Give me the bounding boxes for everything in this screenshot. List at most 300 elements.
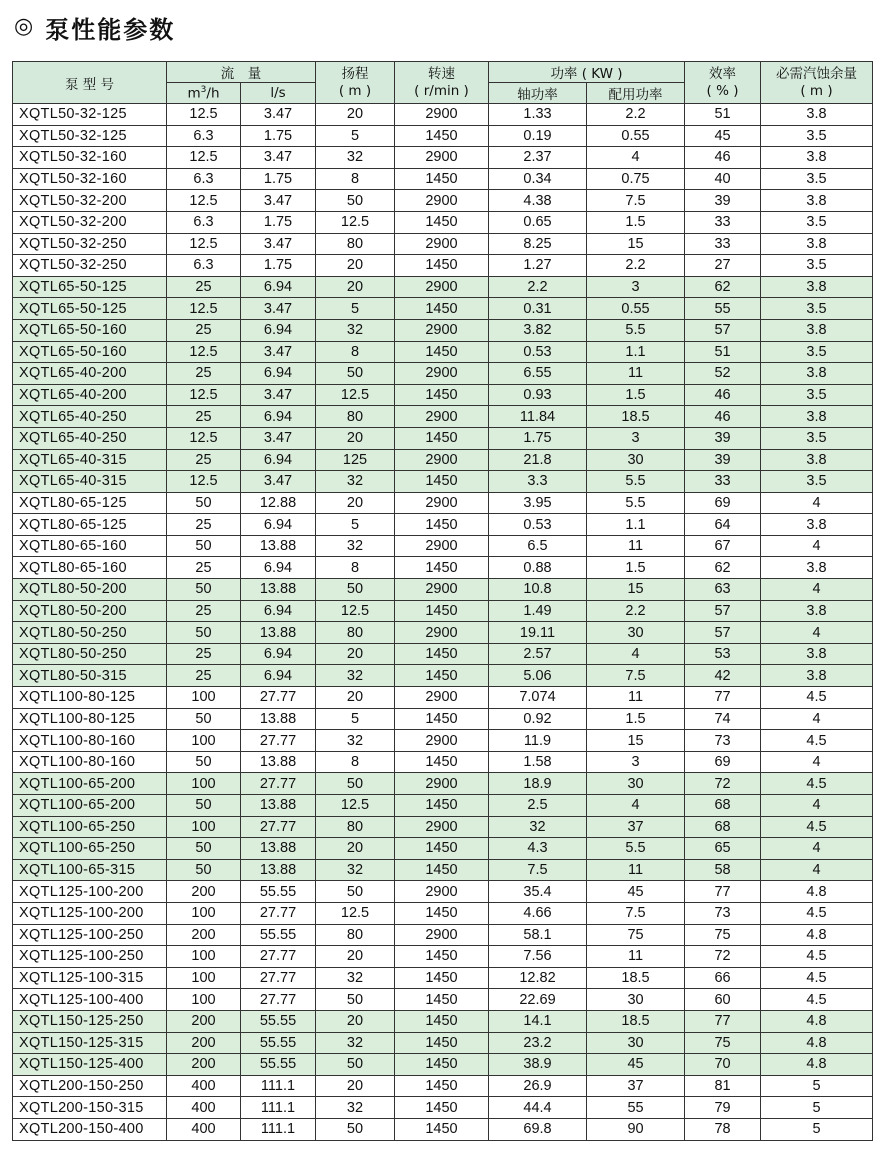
cell-efficiency: 72 <box>685 773 761 795</box>
cell-model: XQTL125-100-200 <box>13 902 167 924</box>
cell-npsh: 4 <box>761 859 873 881</box>
cell-motor-power: 30 <box>587 773 685 795</box>
cell-flow-m3h: 100 <box>167 946 241 968</box>
table-header <box>13 62 873 104</box>
cell-flow-m3h: 12.5 <box>167 341 241 363</box>
cell-speed: 2900 <box>395 406 489 428</box>
cell-flow-ls: 1.75 <box>241 211 316 233</box>
cell-model: XQTL80-50-200 <box>13 600 167 622</box>
cell-speed: 1450 <box>395 514 489 536</box>
cell-model: XQTL100-65-250 <box>13 816 167 838</box>
cell-flow-ls: 3.47 <box>241 298 316 320</box>
cell-efficiency: 40 <box>685 168 761 190</box>
header-head-unit: ( m ) <box>338 82 372 99</box>
cell-flow-ls: 111.1 <box>241 1118 316 1140</box>
cell-npsh: 3.8 <box>761 104 873 126</box>
cell-flow-m3h: 50 <box>167 492 241 514</box>
cell-npsh: 4.5 <box>761 902 873 924</box>
header-npsh-label: 必需汽蚀余量 <box>776 65 858 82</box>
table-row <box>13 1118 873 1140</box>
table-row <box>13 427 873 449</box>
cell-speed: 1450 <box>395 1054 489 1076</box>
header-flow-ls: l/s <box>241 83 316 104</box>
cell-head: 50 <box>316 989 395 1011</box>
cell-motor-power: 15 <box>587 233 685 255</box>
cell-shaft-power: 7.074 <box>489 687 587 709</box>
table-row <box>13 125 873 147</box>
table-row <box>13 319 873 341</box>
cell-shaft-power: 69.8 <box>489 1118 587 1140</box>
cell-shaft-power: 58.1 <box>489 924 587 946</box>
cell-flow-m3h: 12.5 <box>167 190 241 212</box>
cell-shaft-power: 10.8 <box>489 579 587 601</box>
cell-npsh: 3.8 <box>761 514 873 536</box>
cell-speed: 1450 <box>395 471 489 493</box>
cell-head: 20 <box>316 1010 395 1032</box>
cell-flow-ls: 6.94 <box>241 276 316 298</box>
cell-npsh: 3.8 <box>761 190 873 212</box>
table-row <box>13 902 873 924</box>
cell-model: XQTL100-80-160 <box>13 751 167 773</box>
cell-shaft-power: 14.1 <box>489 1010 587 1032</box>
cell-model: XQTL80-50-250 <box>13 622 167 644</box>
cell-efficiency: 62 <box>685 557 761 579</box>
cell-efficiency: 33 <box>685 211 761 233</box>
cell-efficiency: 66 <box>685 967 761 989</box>
table-row <box>13 341 873 363</box>
cell-npsh: 3.8 <box>761 233 873 255</box>
header-npsh <box>761 62 873 104</box>
cell-flow-m3h: 50 <box>167 751 241 773</box>
cell-shaft-power: 11.84 <box>489 406 587 428</box>
cell-shaft-power: 23.2 <box>489 1032 587 1054</box>
cell-head: 5 <box>316 298 395 320</box>
cell-model: XQTL100-80-125 <box>13 708 167 730</box>
cell-npsh: 4.5 <box>761 946 873 968</box>
cell-efficiency: 42 <box>685 665 761 687</box>
cell-speed: 2900 <box>395 773 489 795</box>
cell-flow-ls: 1.75 <box>241 125 316 147</box>
cell-speed: 2900 <box>395 881 489 903</box>
cell-efficiency: 57 <box>685 319 761 341</box>
cell-flow-ls: 27.77 <box>241 773 316 795</box>
cell-flow-ls: 55.55 <box>241 924 316 946</box>
cell-efficiency: 70 <box>685 1054 761 1076</box>
cell-efficiency: 51 <box>685 104 761 126</box>
cell-shaft-power: 22.69 <box>489 989 587 1011</box>
cell-speed: 1450 <box>395 600 489 622</box>
cell-model: XQTL100-80-125 <box>13 687 167 709</box>
cell-head: 12.5 <box>316 211 395 233</box>
cell-model: XQTL100-80-160 <box>13 730 167 752</box>
cell-motor-power: 45 <box>587 881 685 903</box>
cell-speed: 1450 <box>395 751 489 773</box>
cell-model: XQTL80-65-125 <box>13 514 167 536</box>
cell-motor-power: 2.2 <box>587 600 685 622</box>
header-efficiency <box>685 62 761 104</box>
cell-head: 12.5 <box>316 384 395 406</box>
cell-flow-m3h: 100 <box>167 902 241 924</box>
cell-shaft-power: 3.95 <box>489 492 587 514</box>
cell-model: XQTL50-32-160 <box>13 147 167 169</box>
cell-efficiency: 62 <box>685 276 761 298</box>
cell-model: XQTL65-40-250 <box>13 427 167 449</box>
cell-efficiency: 52 <box>685 363 761 385</box>
cell-head: 20 <box>316 946 395 968</box>
cell-efficiency: 67 <box>685 535 761 557</box>
cell-shaft-power: 12.82 <box>489 967 587 989</box>
cell-motor-power: 3 <box>587 276 685 298</box>
cell-npsh: 3.8 <box>761 600 873 622</box>
cell-head: 20 <box>316 427 395 449</box>
cell-flow-ls: 13.88 <box>241 622 316 644</box>
cell-speed: 1450 <box>395 643 489 665</box>
cell-model: XQTL200-150-315 <box>13 1097 167 1119</box>
cell-flow-m3h: 12.5 <box>167 384 241 406</box>
cell-shaft-power: 4.38 <box>489 190 587 212</box>
cell-head: 8 <box>316 341 395 363</box>
cell-head: 20 <box>316 104 395 126</box>
table-row <box>13 989 873 1011</box>
cell-efficiency: 63 <box>685 579 761 601</box>
cell-flow-m3h: 50 <box>167 579 241 601</box>
table-row <box>13 514 873 536</box>
cell-head: 20 <box>316 492 395 514</box>
cell-flow-ls: 27.77 <box>241 902 316 924</box>
cell-flow-ls: 55.55 <box>241 1010 316 1032</box>
cell-npsh: 4 <box>761 492 873 514</box>
cell-efficiency: 39 <box>685 427 761 449</box>
cell-flow-m3h: 50 <box>167 708 241 730</box>
cell-model: XQTL125-100-400 <box>13 989 167 1011</box>
cell-model: XQTL80-50-250 <box>13 643 167 665</box>
cell-motor-power: 55 <box>587 1097 685 1119</box>
cell-flow-ls: 111.1 <box>241 1075 316 1097</box>
cell-motor-power: 4 <box>587 147 685 169</box>
cell-model: XQTL80-65-160 <box>13 557 167 579</box>
cell-npsh: 3.8 <box>761 319 873 341</box>
cell-efficiency: 81 <box>685 1075 761 1097</box>
cell-flow-ls: 12.88 <box>241 492 316 514</box>
cell-head: 20 <box>316 276 395 298</box>
table-row <box>13 1032 873 1054</box>
header-efficiency-label: 效率 <box>709 65 737 82</box>
cell-model: XQTL65-50-160 <box>13 341 167 363</box>
cell-npsh: 3.8 <box>761 147 873 169</box>
table-row <box>13 255 873 277</box>
table-row <box>13 168 873 190</box>
cell-shaft-power: 18.9 <box>489 773 587 795</box>
cell-flow-ls: 6.94 <box>241 643 316 665</box>
cell-shaft-power: 8.25 <box>489 233 587 255</box>
cell-motor-power: 3 <box>587 751 685 773</box>
cell-shaft-power: 0.92 <box>489 708 587 730</box>
unit-sup: 3 <box>200 84 207 95</box>
cell-motor-power: 30 <box>587 1032 685 1054</box>
cell-motor-power: 90 <box>587 1118 685 1140</box>
cell-flow-ls: 6.94 <box>241 363 316 385</box>
cell-flow-ls: 27.77 <box>241 967 316 989</box>
cell-motor-power: 5.5 <box>587 838 685 860</box>
cell-efficiency: 79 <box>685 1097 761 1119</box>
cell-shaft-power: 32 <box>489 816 587 838</box>
header-flow-m3h <box>167 83 241 104</box>
cell-flow-ls: 13.88 <box>241 795 316 817</box>
cell-flow-m3h: 400 <box>167 1075 241 1097</box>
cell-flow-m3h: 12.5 <box>167 298 241 320</box>
cell-npsh: 3.8 <box>761 363 873 385</box>
cell-speed: 1450 <box>395 967 489 989</box>
cell-model: XQTL150-125-250 <box>13 1010 167 1032</box>
cell-speed: 2900 <box>395 492 489 514</box>
cell-efficiency: 33 <box>685 471 761 493</box>
cell-model: XQTL50-32-200 <box>13 190 167 212</box>
cell-npsh: 4.5 <box>761 730 873 752</box>
cell-efficiency: 73 <box>685 730 761 752</box>
cell-efficiency: 64 <box>685 514 761 536</box>
cell-model: XQTL50-32-125 <box>13 104 167 126</box>
cell-shaft-power: 4.3 <box>489 838 587 860</box>
cell-shaft-power: 2.5 <box>489 795 587 817</box>
cell-flow-ls: 111.1 <box>241 1097 316 1119</box>
cell-speed: 2900 <box>395 233 489 255</box>
cell-speed: 1450 <box>395 795 489 817</box>
cell-speed: 1450 <box>395 168 489 190</box>
table-row <box>13 449 873 471</box>
table-row <box>13 946 873 968</box>
cell-npsh: 3.5 <box>761 211 873 233</box>
cell-flow-m3h: 100 <box>167 773 241 795</box>
cell-model: XQTL50-32-125 <box>13 125 167 147</box>
cell-efficiency: 72 <box>685 946 761 968</box>
cell-head: 32 <box>316 147 395 169</box>
cell-flow-m3h: 25 <box>167 665 241 687</box>
cell-npsh: 3.5 <box>761 341 873 363</box>
cell-speed: 1450 <box>395 255 489 277</box>
cell-shaft-power: 44.4 <box>489 1097 587 1119</box>
cell-motor-power: 30 <box>587 449 685 471</box>
cell-flow-ls: 6.94 <box>241 557 316 579</box>
cell-flow-m3h: 400 <box>167 1097 241 1119</box>
pump-performance-table <box>12 61 873 1141</box>
cell-shaft-power: 38.9 <box>489 1054 587 1076</box>
cell-npsh: 4.8 <box>761 1054 873 1076</box>
cell-efficiency: 39 <box>685 190 761 212</box>
cell-efficiency: 45 <box>685 125 761 147</box>
cell-shaft-power: 5.06 <box>489 665 587 687</box>
cell-shaft-power: 1.33 <box>489 104 587 126</box>
cell-npsh: 3.5 <box>761 255 873 277</box>
cell-flow-ls: 13.88 <box>241 859 316 881</box>
cell-head: 20 <box>316 255 395 277</box>
cell-efficiency: 78 <box>685 1118 761 1140</box>
cell-flow-ls: 1.75 <box>241 168 316 190</box>
cell-flow-m3h: 50 <box>167 795 241 817</box>
cell-motor-power: 1.5 <box>587 384 685 406</box>
cell-flow-m3h: 12.5 <box>167 471 241 493</box>
cell-efficiency: 55 <box>685 298 761 320</box>
cell-motor-power: 37 <box>587 1075 685 1097</box>
cell-motor-power: 1.1 <box>587 514 685 536</box>
cell-model: XQTL50-32-250 <box>13 255 167 277</box>
cell-flow-ls: 1.75 <box>241 255 316 277</box>
cell-model: XQTL200-150-400 <box>13 1118 167 1140</box>
cell-efficiency: 46 <box>685 384 761 406</box>
table-row <box>13 406 873 428</box>
table-row <box>13 665 873 687</box>
cell-flow-m3h: 25 <box>167 600 241 622</box>
cell-motor-power: 30 <box>587 989 685 1011</box>
table-row <box>13 492 873 514</box>
table-row <box>13 1075 873 1097</box>
table-row <box>13 643 873 665</box>
cell-motor-power: 5.5 <box>587 492 685 514</box>
cell-model: XQTL65-40-200 <box>13 363 167 385</box>
cell-head: 50 <box>316 1118 395 1140</box>
cell-speed: 2900 <box>395 816 489 838</box>
cell-npsh: 3.8 <box>761 643 873 665</box>
cell-shaft-power: 1.75 <box>489 427 587 449</box>
header-power: 功率 ( KW ) <box>489 62 685 83</box>
cell-shaft-power: 0.93 <box>489 384 587 406</box>
cell-head: 32 <box>316 1097 395 1119</box>
cell-model: XQTL100-65-200 <box>13 773 167 795</box>
double-circle-icon: ◎ <box>14 14 34 39</box>
cell-shaft-power: 2.37 <box>489 147 587 169</box>
cell-flow-m3h: 50 <box>167 838 241 860</box>
cell-speed: 1450 <box>395 902 489 924</box>
cell-model: XQTL50-32-200 <box>13 211 167 233</box>
cell-flow-m3h: 25 <box>167 643 241 665</box>
cell-shaft-power: 0.53 <box>489 341 587 363</box>
cell-efficiency: 27 <box>685 255 761 277</box>
cell-npsh: 5 <box>761 1118 873 1140</box>
cell-speed: 2900 <box>395 687 489 709</box>
cell-speed: 2900 <box>395 190 489 212</box>
table-row <box>13 298 873 320</box>
cell-npsh: 4.8 <box>761 1032 873 1054</box>
cell-head: 32 <box>316 967 395 989</box>
header-head <box>316 62 395 104</box>
cell-npsh: 3.5 <box>761 384 873 406</box>
cell-flow-m3h: 100 <box>167 816 241 838</box>
cell-flow-m3h: 200 <box>167 881 241 903</box>
cell-npsh: 3.8 <box>761 557 873 579</box>
unit-m: m <box>187 85 201 102</box>
table-row <box>13 708 873 730</box>
cell-head: 5 <box>316 125 395 147</box>
cell-npsh: 5 <box>761 1097 873 1119</box>
cell-flow-m3h: 12.5 <box>167 427 241 449</box>
cell-shaft-power: 0.19 <box>489 125 587 147</box>
cell-speed: 1450 <box>395 384 489 406</box>
cell-npsh: 3.5 <box>761 125 873 147</box>
cell-model: XQTL100-65-200 <box>13 795 167 817</box>
cell-model: XQTL65-40-315 <box>13 471 167 493</box>
cell-flow-ls: 55.55 <box>241 1054 316 1076</box>
cell-npsh: 3.8 <box>761 276 873 298</box>
cell-flow-m3h: 25 <box>167 557 241 579</box>
table-row <box>13 967 873 989</box>
header-efficiency-unit: ( % ) <box>706 82 739 99</box>
cell-model: XQTL65-50-125 <box>13 276 167 298</box>
cell-speed: 1450 <box>395 708 489 730</box>
table-row <box>13 233 873 255</box>
cell-head: 32 <box>316 319 395 341</box>
cell-speed: 2900 <box>395 622 489 644</box>
header-motor-power: 配用功率 <box>587 83 685 104</box>
cell-shaft-power: 7.5 <box>489 859 587 881</box>
cell-head: 80 <box>316 233 395 255</box>
cell-flow-ls: 3.47 <box>241 471 316 493</box>
cell-npsh: 4.5 <box>761 989 873 1011</box>
cell-head: 32 <box>316 859 395 881</box>
cell-flow-ls: 3.47 <box>241 147 316 169</box>
header-speed <box>395 62 489 104</box>
table-row <box>13 924 873 946</box>
cell-head: 50 <box>316 881 395 903</box>
cell-npsh: 4.8 <box>761 924 873 946</box>
table-row <box>13 579 873 601</box>
cell-motor-power: 1.1 <box>587 341 685 363</box>
cell-flow-ls: 27.77 <box>241 816 316 838</box>
cell-speed: 2900 <box>395 579 489 601</box>
cell-motor-power: 15 <box>587 579 685 601</box>
cell-speed: 1450 <box>395 859 489 881</box>
cell-flow-m3h: 25 <box>167 363 241 385</box>
cell-head: 80 <box>316 924 395 946</box>
cell-flow-m3h: 100 <box>167 967 241 989</box>
cell-speed: 1450 <box>395 1118 489 1140</box>
cell-flow-m3h: 6.3 <box>167 125 241 147</box>
cell-motor-power: 18.5 <box>587 967 685 989</box>
table-body <box>13 104 873 1141</box>
table-row <box>13 795 873 817</box>
cell-npsh: 3.5 <box>761 298 873 320</box>
cell-shaft-power: 0.53 <box>489 514 587 536</box>
cell-shaft-power: 1.49 <box>489 600 587 622</box>
cell-efficiency: 77 <box>685 1010 761 1032</box>
cell-speed: 1450 <box>395 989 489 1011</box>
table-row <box>13 1010 873 1032</box>
cell-model: XQTL80-65-160 <box>13 535 167 557</box>
cell-head: 50 <box>316 363 395 385</box>
cell-flow-m3h: 6.3 <box>167 255 241 277</box>
table-row <box>13 622 873 644</box>
cell-motor-power: 7.5 <box>587 190 685 212</box>
table-row <box>13 276 873 298</box>
cell-flow-m3h: 50 <box>167 859 241 881</box>
cell-efficiency: 68 <box>685 795 761 817</box>
cell-efficiency: 58 <box>685 859 761 881</box>
section-title: 泵性能参数 <box>45 15 176 44</box>
cell-flow-m3h: 25 <box>167 449 241 471</box>
cell-motor-power: 4 <box>587 795 685 817</box>
cell-head: 50 <box>316 190 395 212</box>
cell-shaft-power: 0.31 <box>489 298 587 320</box>
table-row <box>13 773 873 795</box>
cell-efficiency: 77 <box>685 687 761 709</box>
cell-npsh: 4 <box>761 795 873 817</box>
cell-flow-ls: 55.55 <box>241 1032 316 1054</box>
cell-motor-power: 11 <box>587 687 685 709</box>
cell-head: 32 <box>316 535 395 557</box>
cell-flow-ls: 13.88 <box>241 838 316 860</box>
cell-model: XQTL125-100-200 <box>13 881 167 903</box>
cell-speed: 1450 <box>395 427 489 449</box>
cell-flow-ls: 27.77 <box>241 946 316 968</box>
cell-model: XQTL65-50-125 <box>13 298 167 320</box>
